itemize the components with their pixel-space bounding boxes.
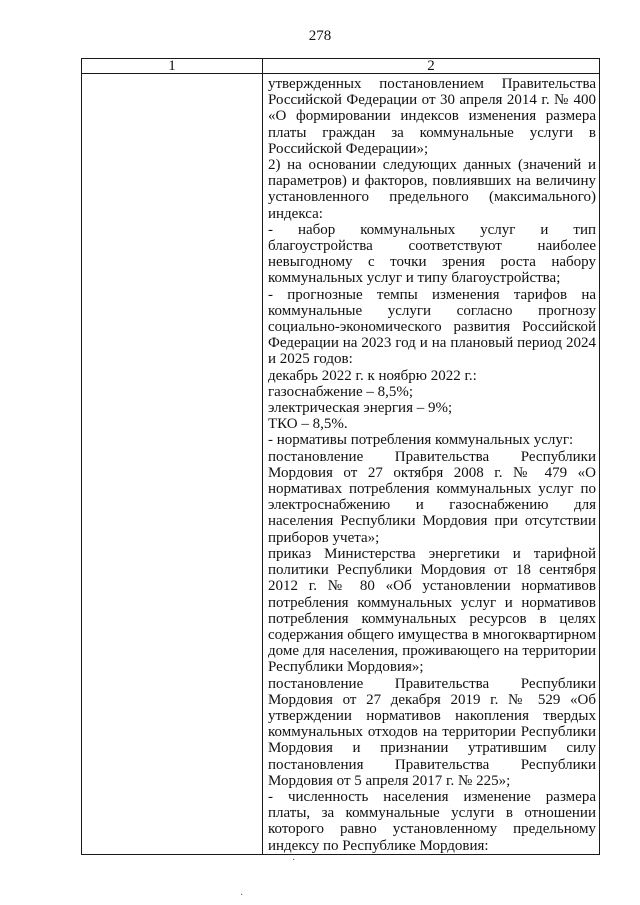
column-header-2: 2 — [263, 59, 600, 74]
document-table — [81, 58, 600, 855]
paragraph: - численность населения изменение размера платы, за коммунальные услуги в отношении которого равно установленному предельному индексу по Республике Мордовия: — [268, 788, 596, 854]
table-cell-col1 — [82, 74, 263, 855]
paragraph: - нормативы потребления коммунальных услуг: — [268, 432, 574, 449]
page-number: 278 — [308, 28, 332, 44]
paragraph: 2) на основании следующих данных (значений и параметров) и факторов, повлиявших на величину установленного предельного (максимального) индекса: — [268, 157, 596, 222]
table-cell-col2 — [263, 74, 600, 855]
table-header-row — [82, 59, 600, 74]
paragraph: постановление Правительства Республики Мордовия от 27 октября 2008 г. № 479 «О нормативах потребления коммунальных услуг по электроснабжению и газоснабжению для населения Республики Мордовия при отсутствии приборов учета»; — [268, 448, 596, 546]
paragraph: газоснабжение – 8,5%; — [268, 383, 414, 400]
paragraph: декабрь 2022 г. к ноябрю 2022 г.: — [268, 367, 477, 384]
paragraph: ТКО – 8,5%. — [268, 416, 348, 433]
table-row — [82, 74, 600, 855]
paragraph: постановление Правительства Республики Мордовия от 27 декабря 2019 г. № 529 «Об утверждении нормативов накопления твердых коммунальных отходов на территории Республики Мордовия и признании утратившим силу постановления Правительства Республики Мордовия от 5 апреля 2017 г. № 225»; — [268, 675, 596, 789]
paragraph: утвержденных постановлением Правительства Российской Федерации от 30 апреля 2014 г. № 400 «О формировании индексов изменения размера платы граждан за коммунальные услуги в Российской Федерации»; — [268, 76, 596, 157]
paragraph: электрическая энергия – 9%; — [268, 400, 453, 417]
column-header-1: 1 — [82, 59, 263, 74]
scan-speck: · — [292, 855, 296, 866]
scan-speck: · — [240, 890, 244, 901]
paragraph: приказ Министерства энергетики и тарифной политики Республики Мордовия от 18 сентября 2012 г. № 80 «Об установлении нормативов потребления коммунальных услуг и нормативов потребления коммунальных ресурсов в целях содержания общего имущества в многоквартирном доме для населения, проживающего на территории Республики Мордовия»; — [268, 545, 596, 676]
paragraph: - прогнозные темпы изменения тарифов на коммунальные услуги согласно прогнозу социально-экономического развития Российской Федерации на 2023 год и на плановый период 2024 и 2025 годов: — [268, 286, 596, 368]
paragraph: - набор коммунальных услуг и тип благоустройства соответствуют наиболее невыгодному с точки зрения роста набору коммунальных услуг и типу благоустройства; — [268, 221, 596, 287]
